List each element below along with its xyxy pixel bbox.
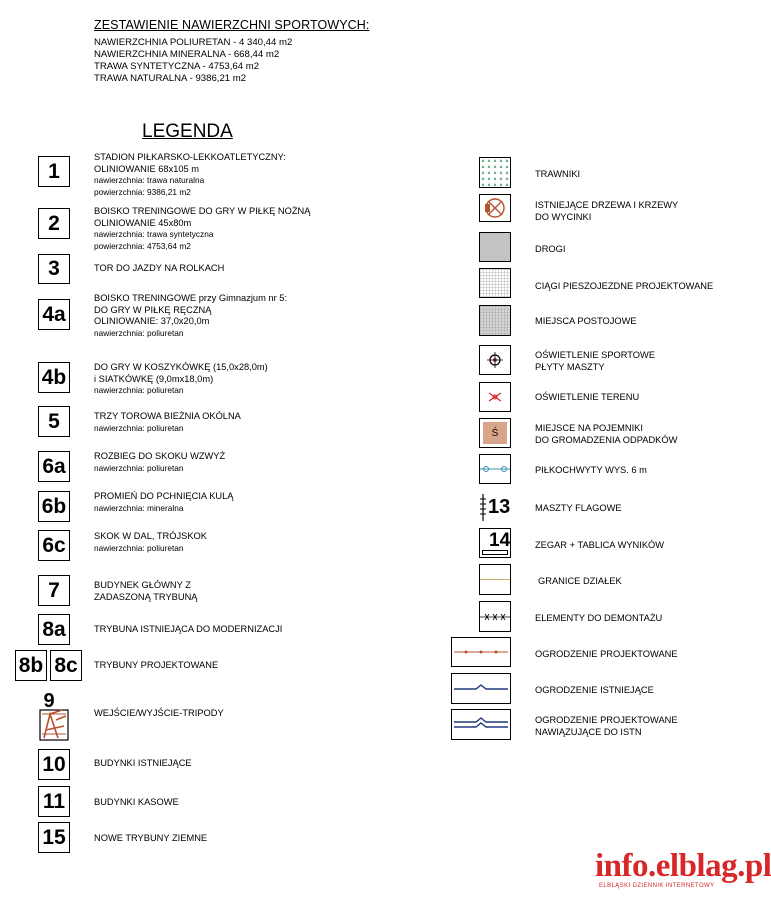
legend-planned-fence-label: OGRODZENIE PROJEKTOWANE: [535, 649, 678, 659]
legend-item-10: [94, 758, 192, 770]
sport-lighting-line-2: PŁYTY MASZTY: [535, 362, 605, 372]
legend-number-4a: 4a: [38, 299, 70, 330]
legend-sport-lighting-label: [535, 349, 655, 373]
item-4b-subtitle: i SIATKÓWKĘ (9,0mx18,0m): [94, 373, 214, 384]
legend-item-3: [94, 263, 224, 275]
item-1-area: powierzchnia: 9386,21 m2: [94, 186, 191, 197]
legend-existing-fence-label: OGRODZENIE ISTNIEJĄCE: [535, 685, 654, 695]
legend-lawns-label: TRAWNIKI: [535, 169, 581, 179]
legend-trees-label: [535, 199, 678, 223]
item-10-title: BUDYNKI ISTNIEJĄCE: [94, 758, 192, 768]
legend-title: LEGENDA: [142, 121, 233, 142]
item-7-subtitle: ZADASZONĄ TRYBUNĄ: [94, 591, 198, 602]
parking-pattern: [480, 306, 510, 335]
surface-summary-title: ZESTAWIENIE NAWIERZCHNI SPORTOWYCH:: [94, 18, 370, 32]
road-icon: [479, 232, 511, 262]
demolition-line: [480, 602, 510, 631]
summary-line-mineral: NAWIERZCHNIA MINERALNA - 668,44 m2: [94, 49, 280, 60]
item-4b-surface: nawierzchnia: poliuretan: [94, 385, 184, 395]
tree-removal-symbol: [480, 195, 510, 221]
legend-item-15: [94, 833, 207, 845]
item-1-title: STADION PIŁKARSKO-LEKKOATLETYCZNY:: [94, 152, 286, 162]
connecting-fence-icon: [451, 709, 511, 740]
item-4a-surface: nawierzchnia: poliuretan: [94, 327, 184, 338]
trees-line-1: ISTNIEJĄCE DRZEWA I KRZEWY: [535, 200, 679, 210]
legend-item-2: [94, 206, 310, 252]
legend-number-6a: 6a: [38, 451, 70, 482]
waste-line-2: DO GROMADZENIA ODPADKÓW: [535, 435, 678, 445]
mast-number: 13: [488, 496, 511, 518]
legend-item-5: [94, 411, 241, 434]
item-8bc-title: TRYBUNY PROJEKTOWANE: [94, 660, 219, 670]
legend-item-8a: [94, 624, 282, 636]
legend-scoreboard-label: ZEGAR + TABLICA WYNIKÓW: [535, 540, 665, 550]
legend-waste-label: [535, 422, 677, 446]
scoreboard-bar: [482, 550, 508, 555]
item-4a-dimensions: OLINIOWANIE: 37,0x20,0m: [94, 316, 210, 326]
item-1-dimensions: OLINIOWANIE 68x105 m: [94, 163, 200, 174]
tree-removal-icon: [479, 194, 511, 222]
item-6b-title: PROMIEŃ DO PCHNIĘCIA KULĄ: [94, 491, 234, 501]
legend-item-6b: [94, 491, 233, 514]
item-2-title: BOISKO TRENINGOWE DO GRY W PIŁKĘ NOŻNĄ: [94, 206, 311, 216]
plot-boundary-icon: [479, 564, 511, 595]
legend-ball-catchers-label: PIŁKOCHWYTY WYS. 6 m: [535, 465, 647, 475]
item-5-surface: nawierzchnia: poliuretan: [94, 422, 184, 433]
pedestrian-path-icon: [479, 268, 511, 298]
grid-pattern: [480, 269, 510, 297]
item-3-title: TOR DO JAZDY NA ROLKACH: [94, 263, 225, 273]
item-8a-title: TRYBUNA ISTNIEJĄCA DO MODERNIZACJI: [94, 624, 283, 634]
scoreboard-number: 14: [489, 530, 511, 551]
legend-number-10: 10: [38, 749, 70, 780]
ball-catcher-icon: [479, 454, 511, 484]
item-2-dimensions: OLINIOWANIE 45x80m: [94, 217, 192, 228]
legend-parking-label: MIEJSCA POSTOJOWE: [535, 316, 637, 326]
legend-number-6c: 6c: [38, 530, 70, 561]
legend-demolition-label: ELEMENTY DO DEMONTAŻU: [535, 613, 663, 623]
legend-number-8b: 8b: [15, 650, 47, 681]
item-6c-title: SKOK W DAL, TRÓJSKOK: [94, 531, 207, 541]
legend-number-6b: 6b: [38, 491, 70, 522]
legend-number-4b: 4b: [38, 362, 70, 393]
item-6a-title: ROZBIEG DO SKOKU WZWYŻ: [94, 451, 226, 461]
summary-line-polyurethane: NAWIERZCHNIA POLIURETAN - 4 340,44 m2: [94, 37, 293, 48]
site-lighting-icon: [479, 382, 511, 412]
item-11-title: BUDYNKI KASOWE: [94, 797, 179, 807]
lamp-symbol: [480, 383, 510, 411]
legend-item-6c: [94, 531, 207, 554]
legend-item-7: [94, 580, 198, 603]
legend-item-11: [94, 797, 179, 809]
item-6c-surface: nawierzchnia: poliuretan: [94, 542, 184, 553]
legend-item-8bc: [94, 660, 218, 672]
connecting-fence-line: [452, 710, 510, 739]
connecting-fence-line-2: NAWIĄZUJĄCE DO ISTN: [535, 727, 642, 737]
sport-lighting-line-1: OŚWIETLENIE SPORTOWE: [535, 350, 656, 360]
legend-boundaries-label: GRANICE DZIAŁEK: [538, 576, 622, 586]
item-4b-title: DO GRY W KOSZYKÓWKĘ (15,0x28,0m): [94, 362, 268, 372]
waste-bin-icon: [479, 418, 511, 448]
legend-number-1: 1: [38, 156, 70, 187]
legend-number-3: 3: [38, 254, 70, 284]
planned-fence-icon: [451, 637, 511, 667]
summary-line-synthetic: TRAWA SYNTETYCZNA - 4753,64 m2: [94, 61, 260, 72]
legend-item-1: [94, 152, 286, 198]
legend-number-15: 15: [38, 822, 70, 853]
summary-line-natural: TRAWA NATURALNA - 9386,21 m2: [94, 73, 247, 84]
item-7-title: BUDYNEK GŁÓWNY Z: [94, 580, 191, 590]
existing-fence-line: [452, 674, 510, 703]
planned-fence-line: [452, 638, 510, 666]
tripod-gate-icon: [38, 690, 70, 742]
lawn-pattern: [480, 158, 510, 187]
sport-lighting-icon: [479, 345, 511, 375]
lawn-icon: [479, 157, 511, 188]
item-2-surface: nawierzchnia: trawa syntetyczna: [94, 229, 214, 239]
legend-item-6a: [94, 451, 225, 474]
item-4a-title: BOISKO TRENINGOWE przy Gimnazjum nr 5:: [94, 293, 288, 303]
parking-icon: [479, 305, 511, 336]
flag-mast-icon: [479, 493, 511, 522]
legend-site-lighting-label: OŚWIETLENIE TERENU: [535, 392, 640, 402]
existing-fence-icon: [451, 673, 511, 704]
item-9-title: WEJŚCIE/WYJŚCIE-TRIPODY: [94, 708, 224, 718]
watermark-logo[interactable]: info.elblag.pl: [595, 848, 771, 884]
waste-bin-symbol: Ś: [491, 427, 499, 439]
trees-line-2: DO WYCINKI: [535, 212, 592, 222]
legend-number-2: 2: [38, 208, 70, 239]
item-5-title: TRZY TOROWA BIEŻNIA OKÓLNA: [94, 411, 241, 421]
legend-number-9: [38, 690, 70, 742]
legend-connecting-fence-label: [535, 714, 678, 738]
item-6a-surface: nawierzchnia: poliuretan: [94, 462, 184, 473]
demolition-icon: [479, 601, 511, 632]
connecting-fence-line-1: OGRODZENIE PROJEKTOWANE: [535, 715, 678, 725]
ball-catcher-line: [480, 455, 510, 483]
item-6b-surface: nawierzchnia: mineralna: [94, 502, 184, 513]
scoreboard-icon: [479, 528, 511, 558]
waste-line-1: MIEJSCE NA POJEMNIKI: [535, 423, 643, 433]
item-15-title: NOWE TRYBUNY ZIEMNE: [94, 833, 208, 843]
legend-paths-label: CIĄGI PIESZOJEZDNE PROJEKTOWANE: [535, 281, 714, 291]
watermark-subtitle: ELBLĄSKI DZIENNIK INTERNETOWY: [599, 883, 715, 889]
mast-symbol: [479, 493, 487, 522]
item-4a-subtitle: DO GRY W PIŁKĘ RĘCZNĄ: [94, 304, 212, 315]
item-1-surface: nawierzchnia: trawa naturalna: [94, 175, 205, 185]
legend-roads-label: DROGI: [535, 244, 566, 254]
item-2-area: powierzchnia: 4753,64 m2: [94, 240, 191, 251]
legend-number-5: 5: [38, 406, 70, 437]
legend-item-9: [94, 708, 224, 720]
legend-number-8c: 8c: [50, 650, 82, 681]
boundary-line: [480, 579, 510, 580]
legend-number-8a: 8a: [38, 614, 70, 645]
waste-bin-square: [483, 422, 507, 444]
legend-number-11: 11: [38, 786, 70, 817]
legend-flag-masts-label: MASZTY FLAGOWE: [535, 503, 622, 513]
legend-number-7: 7: [38, 575, 70, 606]
legend-item-4b: [94, 362, 268, 397]
legend-item-4a: [94, 293, 287, 339]
floodlight-mast-symbol: [480, 346, 510, 374]
item-9-number: 9: [43, 690, 55, 712]
